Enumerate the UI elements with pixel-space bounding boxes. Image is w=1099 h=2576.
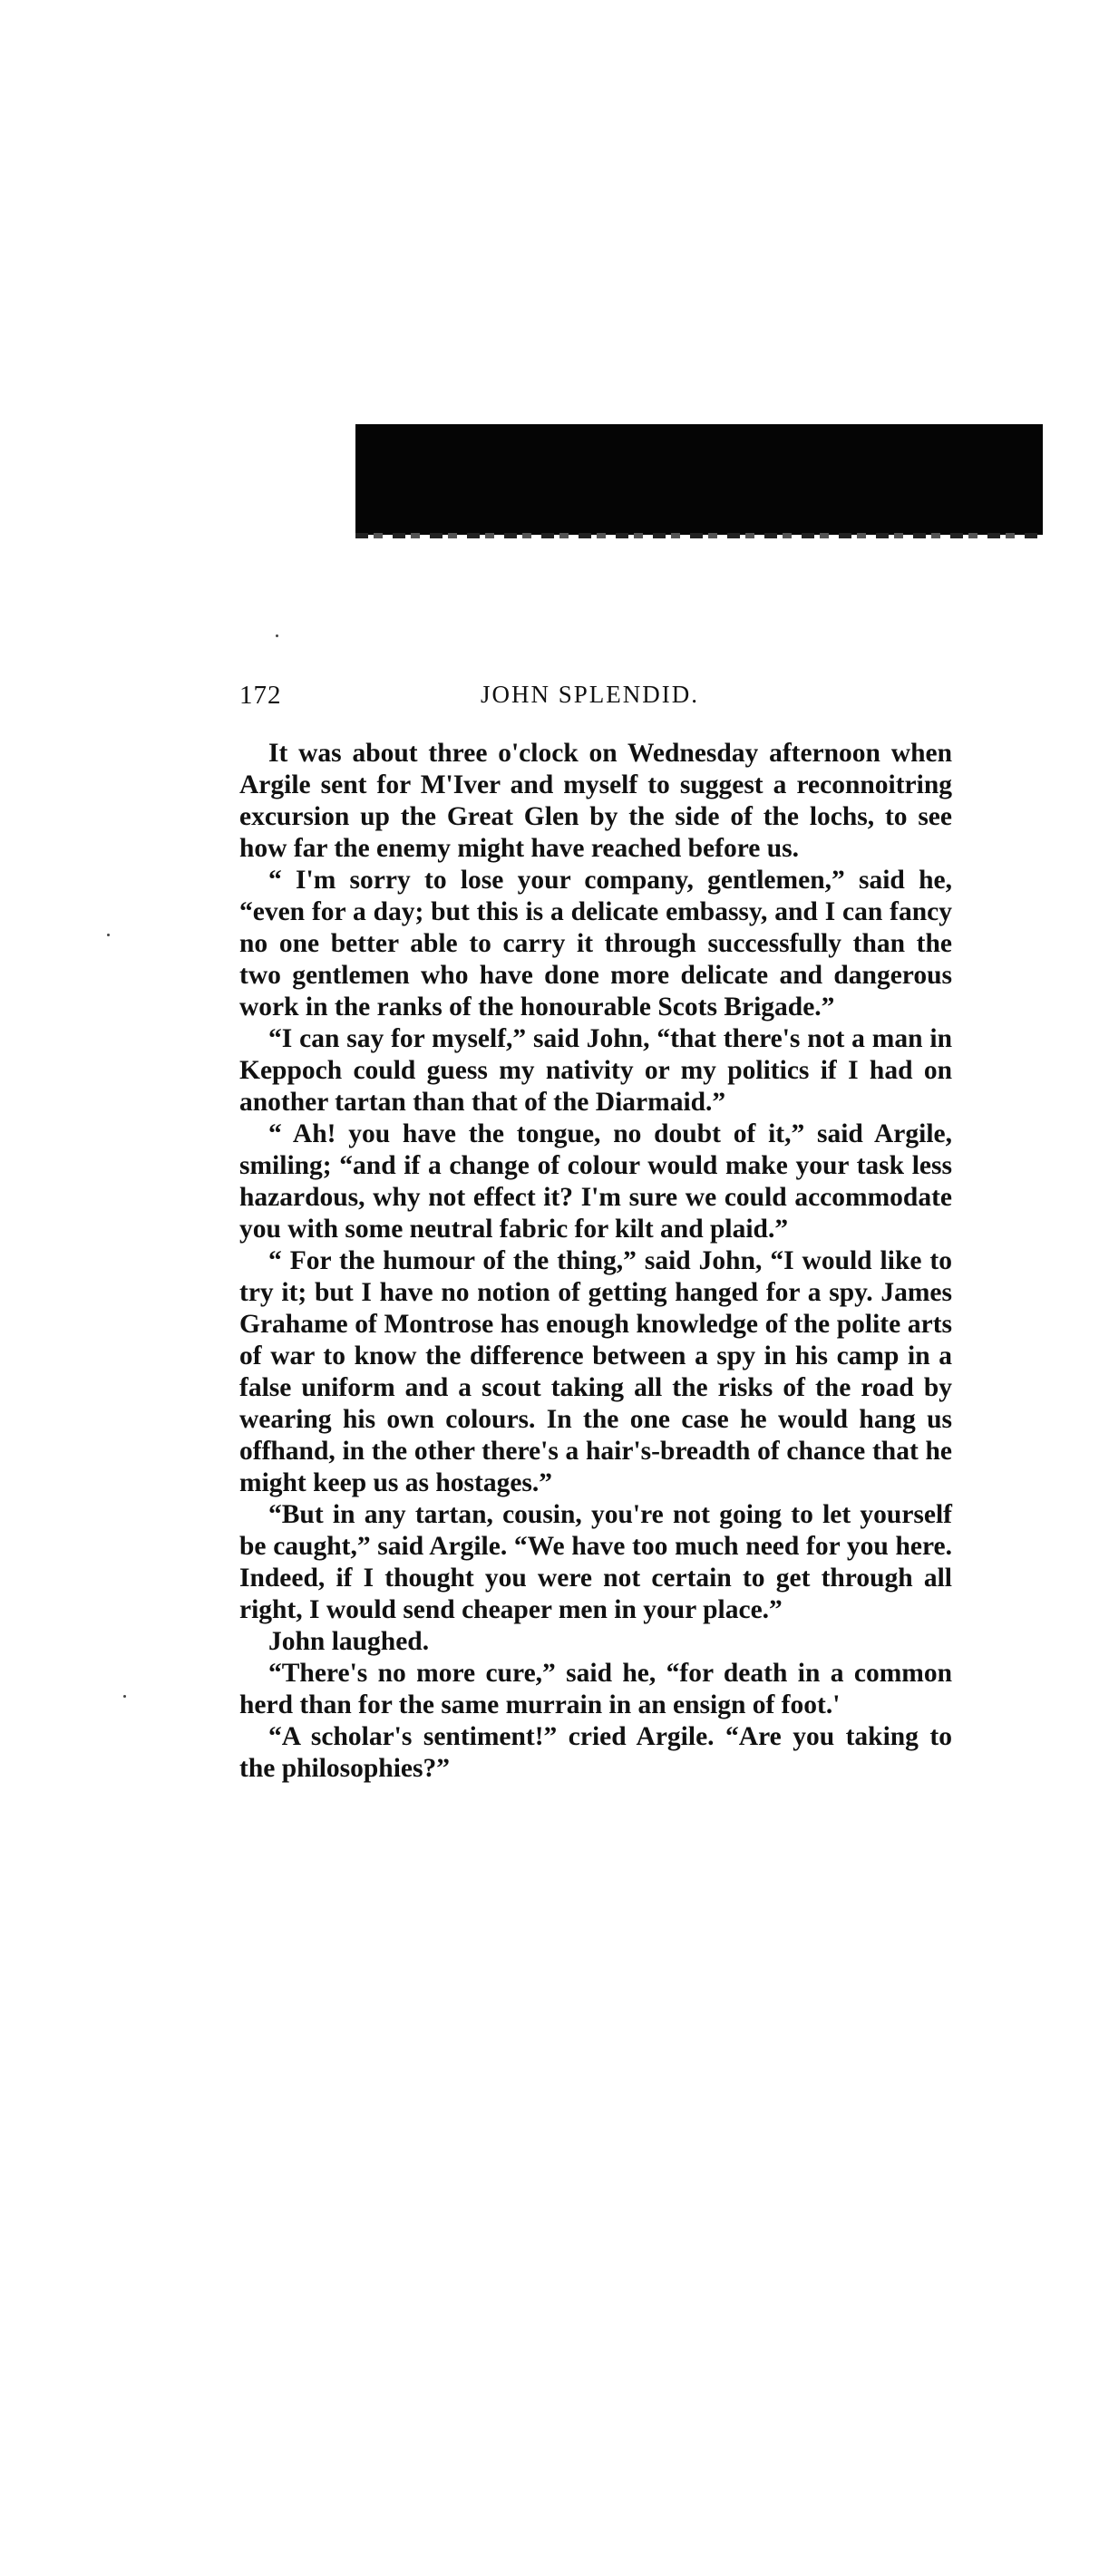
paragraph: “ I'm sorry to lose your company, gentlemen,” said he, “even for a day; but this is a delicate embassy, and I can fancy no one better able to carry it through successfully than the two gentlemen who have done more delicate and dangerous work in the ranks of the honourable Scots Brigade.” xyxy=(239,866,952,1022)
redaction-bar-edge xyxy=(355,533,1043,538)
redaction-bar xyxy=(355,424,1043,535)
page-speck xyxy=(276,634,278,637)
paragraph: “ For the humour of the thing,” said John, “I would like to try it; but I have no notion of getting hanged for a spy. James Grahame of Montrose has enough knowledge of the polite arts of war to know the difference between a spy in his camp in a false uniform and a scout taking all the risks of the road by wearing his own colours. In the one case he would hang us offhand, in the other there's a hair's-breadth of chance that he might keep us as hostages.” xyxy=(239,1246,952,1497)
paragraph: “There's no more cure,” said he, “for death in a common herd than for the same murrain in an ensign of foot.' xyxy=(239,1659,952,1719)
body-text xyxy=(239,738,952,1785)
page-speck xyxy=(123,1695,126,1698)
page-speck xyxy=(107,934,110,936)
paragraph: John laughed. xyxy=(268,1627,430,1656)
paragraph: It was about three o'clock on Wednesday afternoon when Argile sent for M'Iver and myself to suggest a reconnoitring excursion up the Great Glen by the side of the lochs, to see how far the enemy might have reached before us. xyxy=(239,739,952,863)
paragraph: “ Ah! you have the tongue, no doubt of it,” said Argile, smiling; “and if a change of colour would make your task less hazardous, why not effect it? I'm sure we could accommodate you with some neutral fabric for kilt and plaid.” xyxy=(239,1119,952,1244)
running-title: JOHN SPLENDID. xyxy=(481,681,700,708)
paragraph: “A scholar's sentiment!” cried Argile. “Are you taking to the philosophies?” xyxy=(239,1722,952,1783)
page-number: 172 xyxy=(239,681,282,710)
paragraph: “I can say for myself,” said John, “that there's not a man in Keppoch could guess my nativity or my politics if I had on another tartan than that of the Diarmaid.” xyxy=(239,1024,952,1117)
paragraph: “But in any tartan, cousin, you're not going to let yourself be caught,” said Argile. “We have too much need for you here. Indeed, if I thought you were not certain to get through all right, I would send cheaper men in your place.” xyxy=(239,1500,952,1624)
